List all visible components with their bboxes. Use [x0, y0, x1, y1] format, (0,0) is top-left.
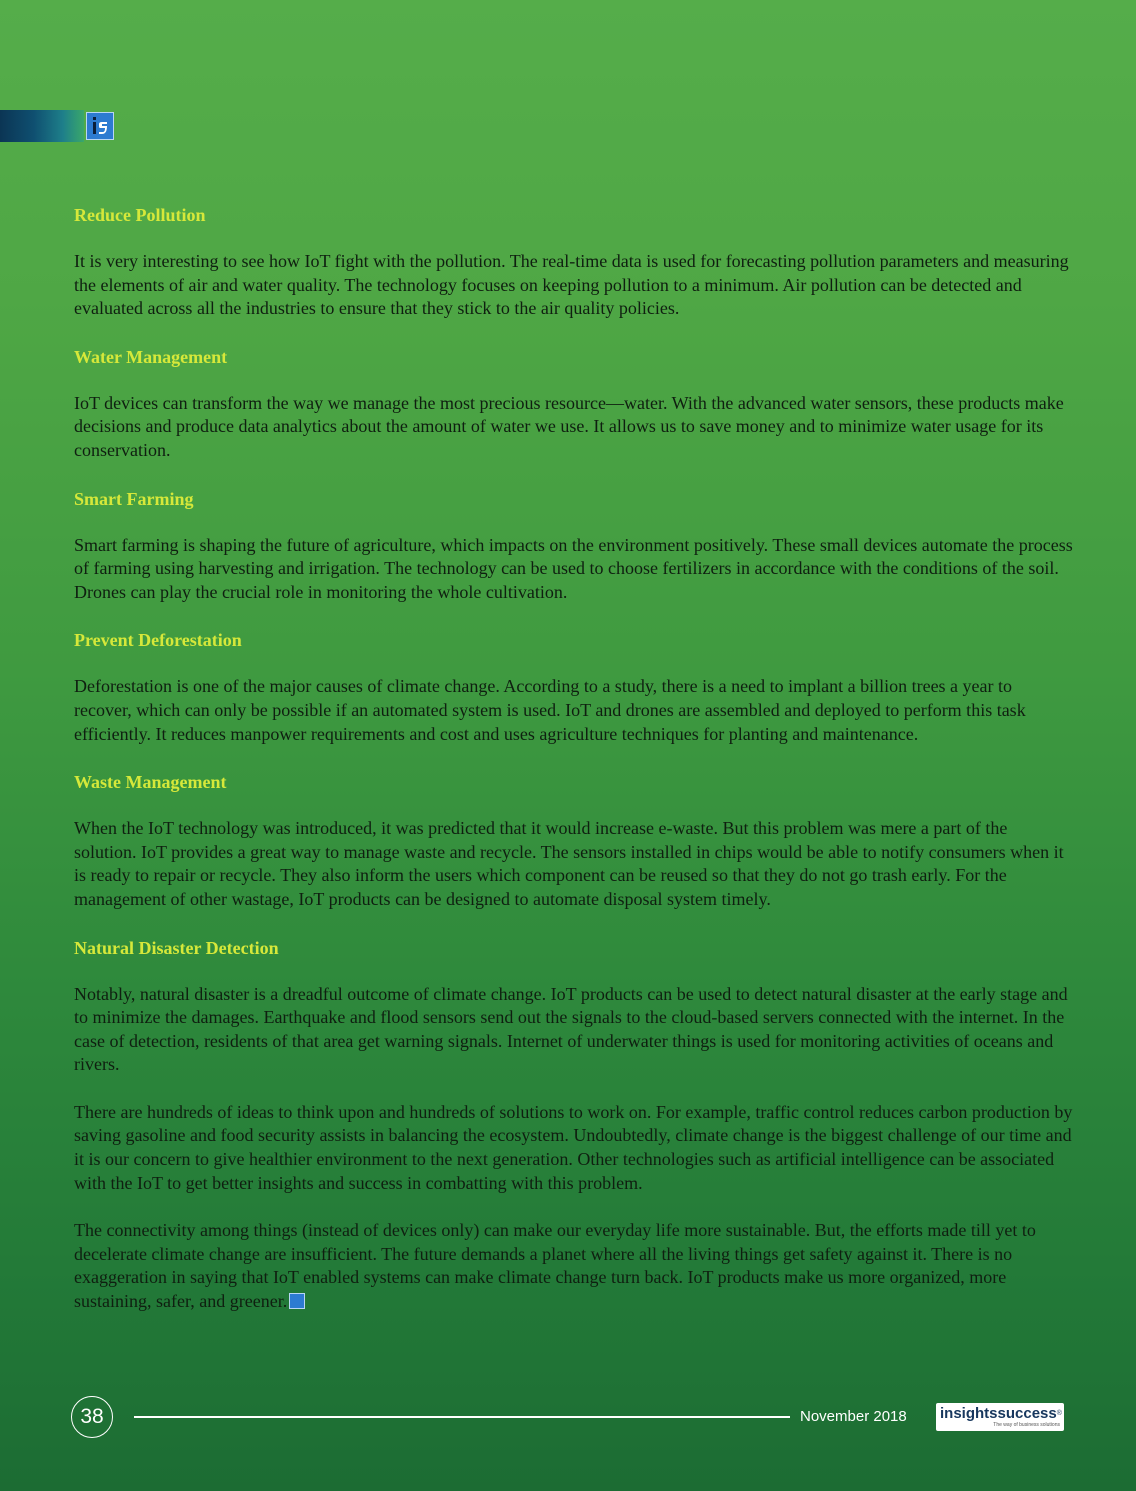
closing-paragraph-2: [74, 1219, 1074, 1313]
section-title: Natural Disaster Detection: [74, 937, 279, 958]
header-color-bar: [0, 110, 84, 142]
section-reduce-pollution: [74, 203, 1074, 321]
issue-date: November 2018: [800, 1408, 907, 1425]
article-body: [74, 203, 1074, 1338]
section-paragraph: Notably, natural disaster is a dreadful outcome of climate change. IoT products can be used to detect natural disaster at the early stage and to minimize the damages. Earthquake and flood sensors send out the signals to the cloud-based servers connected with the internet. In the case of detection, residents of that area get warning signals. Internet of underwater things is used for monitoring activities of oceans and rivers.: [74, 983, 1068, 1075]
page-number: 38: [71, 1396, 113, 1438]
section-smart-farming: [74, 487, 1074, 605]
closing-paragraph-2-text: The connectivity among things (instead of devices only) can make our everyday life more sustainable. But, the efforts made till yet to decelerate climate change are insufficient. The future demands a planet where all the living things get safety against it. There is no exaggeration in saying that IoT enabled systems can make climate change turn back. IoT products make us more organized, more sustaining, safer, and greener.: [74, 1220, 1036, 1312]
sections-container: [74, 203, 1074, 1077]
section-title: Prevent Deforestation: [74, 630, 242, 651]
section-water-management: [74, 345, 1074, 463]
section-waste-management: [74, 770, 1074, 911]
brand-part-1: insights: [940, 1405, 998, 1422]
brand-part-2: success: [997, 1405, 1057, 1422]
section-natural-disaster-detection: [74, 936, 1074, 1077]
end-mark-icon: [289, 1293, 305, 1309]
brand-tagline: The way of business solutions: [993, 1422, 1060, 1428]
section-paragraph: When the IoT technology was introduced, it was predicted that it would increase e-waste. But this problem was mere a part of the solution. IoT provides a great way to manage waste and recycle. The sensors installed in chips would be able to notify consumers when it is ready to repair or recycle. They also inform the users which component can be reused so that they do not go trash early. For the management of other wastage, IoT products can be designed to automate disposal system timely.: [74, 818, 1064, 909]
closing-paragraph-1: There are hundreds of ideas to think upon and hundreds of solutions to work on. For example, traffic control reduces carbon production by saving gasoline and food security assists in balancing the ecosystem. Undoubtedly, climate change is the biggest challenge of our time and it is our concern to give healthier environment to the next generation. Other technologies such as artificial intelligence can be associated with the IoT to get better insights and success in combatting with this problem.: [74, 1101, 1073, 1193]
section-title: Smart Farming: [74, 488, 194, 509]
section-paragraph: Smart farming is shaping the future of agriculture, which impacts on the environment positively. These small devices automate the process of farming using harvesting and irrigation. The technology can be used to choose fertilizers in accordance with the conditions of the soil. Drones can play the crucial role in monitoring the whole cultivation.: [74, 534, 1073, 602]
section-title: Waste Management: [74, 772, 227, 793]
brand-logo: [936, 1403, 1064, 1431]
footer-divider: [134, 1416, 790, 1418]
section-paragraph: IoT devices can transform the way we manage the most precious resource—water. With the advanced water sensors, these products make decisions and produce data analytics about the amount of water we use. It allows us to save money and to minimize water usage for its conservation.: [74, 392, 1064, 460]
section-paragraph: Deforestation is one of the major causes of climate change. According to a study, there is a need to implant a billion trees a year to recover, which can only be possible if an automated system is used. IoT and drones are assembled and deployed to perform this task efficiently. It reduces manpower requirements and cost and uses agriculture techniques for planting and maintenance.: [74, 676, 1026, 744]
section-paragraph: It is very interesting to see how IoT fight with the pollution. The real-time data is used for forecasting pollution parameters and measuring the elements of air and water quality. The technology focuses on keeping pollution to a minimum. Air pollution can be detected and evaluated across all the industries to ensure that they stick to the air quality policies.: [74, 251, 1069, 319]
section-prevent-deforestation: [74, 628, 1074, 746]
is-logo-icon: [86, 112, 114, 140]
section-title: Water Management: [74, 346, 228, 367]
section-title: Reduce Pollution: [74, 205, 206, 225]
brand-registered-mark: ®: [1056, 1410, 1062, 1417]
